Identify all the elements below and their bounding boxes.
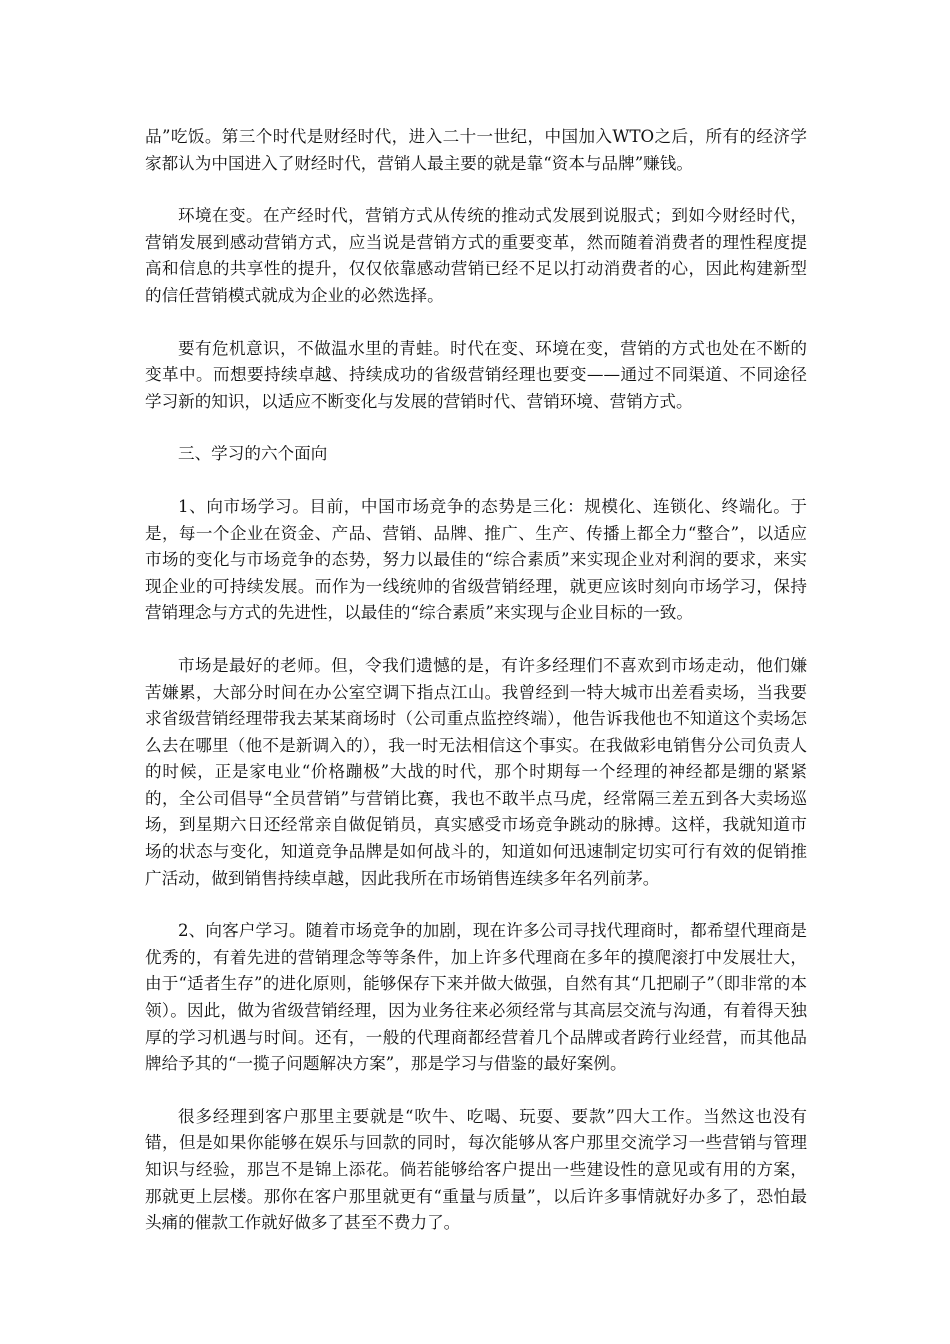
paragraph-environment-change: 环境在变。在产经时代，营销方式从传统的推动式发展到说服式；到如今财经时代，营销发展到感动营销方式，应当说是营销方式的重要变革，然而随着消费者的理性程度提高和信息的共享性的提升，仅仅依靠感动营销已经不足以打动消费者的心，因此构建新型的信任营销模式就成为企业的必然选择。 xyxy=(145,206,807,305)
paragraph-crisis-awareness: 要有危机意识，不做温水里的青蛙。时代在变、环境在变，营销的方式也处在不断的变革中。而想要持续卓越、持续成功的省级营销经理也要变——通过不同渠道、不同途径学习新的知识，以适应不断变化与发展的营销时代、营销环境、营销方式。 xyxy=(145,338,807,411)
paragraph-market-best-teacher: 市场是最好的老师。但，令我们遗憾的是，有许多经理们不喜欢到市场走动，他们嫌苦嫌累，大部分时间在办公室空调下指点江山。我曾经到一特大城市出差看卖场，当我要求省级营销经理带我去某某商场时（公司重点监控终端），他告诉我他也不知道这个卖场怎么去在哪里（他不是新调入的），我一时无法相信这个事实。在我做彩电销售分公司负责人的时候，正是家电业“价格蹦极”大战的时代，那个时期每一个经理的神经都是绷的紧紧的，全公司倡导“全员营销”与营销比赛，我也不敢半点马虎，经常隔三差五到各大卖场巡场，到星期六日还经常亲自做促销员，真实感受市场竞争跳动的脉搏。这样，我就知道市场的状态与变化，知道竞争品牌是如何战斗的，知道如何迅速制定切实可行有效的促销推广活动，做到销售持续卓越，因此我所在市场销售连续多年名列前茅。 xyxy=(145,655,807,888)
paragraph-learn-from-clients: 2、向客户学习。随着市场竞争的加剧，现在许多公司寻找代理商时，都希望代理商是优秀的，有着先进的营销理念等等条件，加上许多代理商在多年的摸爬滚打中发展壮大，由于“适者生存”的进化原则，能够保存下来并做大做强，自然有其“几把刷子”（即非常的本领）。因此，做为省级营销经理，因为业务往来必须经常与其高层交流与沟通，有着得天独厚的学习机遇与时间。还有，一般的代理商都经营着几个品牌或者跨行业经营，而其他品牌给予其的“一揽子问题解决方案”，那是学习与借鉴的最好案例。 xyxy=(145,921,807,1074)
paragraph-client-visits: 很多经理到客户那里主要就是“吹牛、吃喝、玩耍、要款”四大工作。当然这也没有错，但是如果你能够在娱乐与回款的同时，每次能够从客户那里交流学习一些营销与管理知识与经验，那岂不是锦上添花。倘若能够给客户提出一些建设性的意见或有用的方案，那就更上层楼。那你在客户那里就更有“重量与质量”，以后许多事情就好办多了，恐怕最头痛的催款工作就好做多了甚至不费力了。 xyxy=(145,1106,807,1233)
paragraph-learn-from-market: 1、向市场学习。目前，中国市场竞争的态势是三化：规模化、连锁化、终端化。于是，每一个企业在资金、产品、营销、品牌、推广、生产、传播上都全力“整合”，以适应市场的变化与市场竞争的态势，努力以最佳的“综合素质”来实现企业对利润的要求，来实现企业的可持续发展。而作为一线统帅的省级营销经理，就更应该时刻向市场学习，保持营销理念与方式的先进性，以最佳的“综合素质”来实现与企业目标的一致。 xyxy=(145,496,807,623)
paragraph-continuation: 品”吃饭。第三个时代是财经时代，进入二十一世纪，中国加入WTO之后，所有的经济学家都认为中国进入了财经时代，营销人最主要的就是靠“资本与品牌”赚钱。 xyxy=(145,127,807,173)
document-body xyxy=(145,124,807,1263)
section-heading: 三、学习的六个面向 xyxy=(178,444,328,464)
